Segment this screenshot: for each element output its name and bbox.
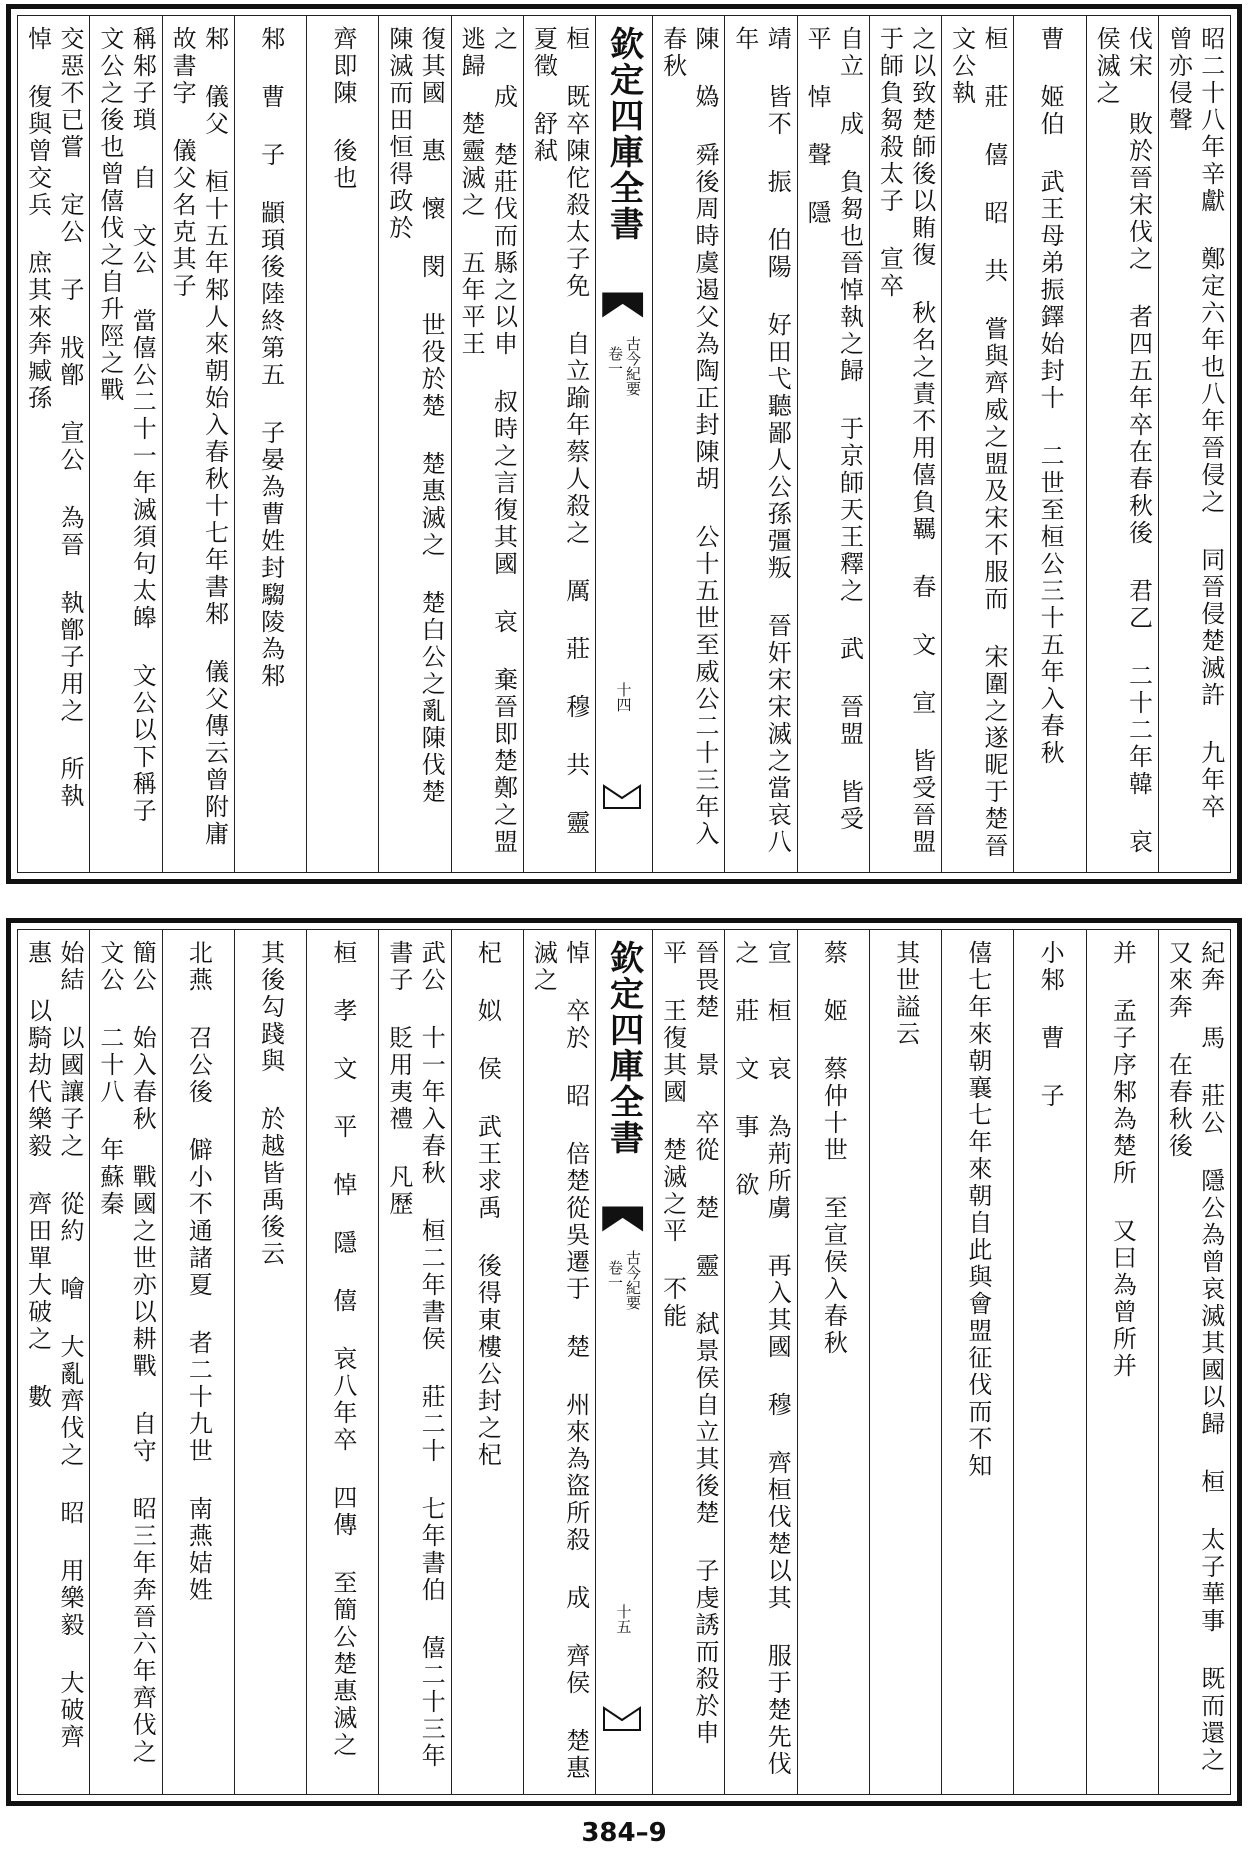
text-column [18,16,89,872]
column-text: 僖七年來朝襄七年來朝自此與會盟征伐而不知 [963,940,992,1480]
text-column [652,930,724,1794]
text-column [451,16,523,872]
upper-columns [18,16,1230,887]
column-text: 始結 以國讓子之 從約 噲 大亂齊伐之 昭 用樂毅 大破齊 惠 以騎劫代樂毅 齊田單大破之 數 [23,940,85,1782]
column-text: 武公 十一年入春秋 桓二年書侯 莊二十 七年書伯 僖二十三年書子 貶用夷禮 凡歷 [384,940,446,1770]
column-text: 其後勾踐與 於越皆禹後云 [256,940,285,1268]
text-column [162,930,234,1794]
book-name: 古今紀要 [624,1250,642,1310]
text-column [941,930,1013,1794]
upper-page [6,4,1242,887]
text-column [234,16,306,872]
book-name-and-volume [606,1250,642,1310]
lower-columns [18,930,1230,1813]
text-column [797,930,869,1794]
text-column [869,930,941,1794]
column-text: 曹 姬伯 武王母弟振鐸始封十 二世至桓公三十五年入春秋 [1036,26,1065,767]
volume-label: 卷一 [606,346,624,376]
column-text: 蔡 姬 蔡仲十世 至宣侯入春秋 [819,940,848,1357]
text-column [1086,930,1158,1794]
text-column [1013,16,1085,872]
center-fold [595,930,652,1794]
column-text: 昭二十八年辛獻 鄭定六年也八年晉侵之 同晉侵楚滅許 九年卒 曾亦侵聲 [1164,26,1225,852]
column-text: 桓 莊 僖 昭 共 嘗與齊威之盟及宋不服而 宋圍之遂昵于楚晉文公執 [947,26,1009,860]
text-column [162,16,234,872]
column-text: 復其國 惠 懷 閔 世役於楚 楚惠滅之 楚白公之亂陳伐楚 陳滅而田恒得政於 [384,26,446,837]
column-text: 交惡不已嘗 定公 子 戕鄫 宣公 為晉 執鄫子用之 所執 悼 復與曾交兵 庶其來奔臧孫 [23,26,85,841]
text-column [724,16,796,872]
column-text: 邾 儀父 桓十五年邾人來朝始入春秋十七年書邾 儀父傳云曾附庸故書字 儀父名克其子 [168,26,229,848]
text-column [234,930,306,1794]
text-column [306,930,378,1794]
text-column [523,16,595,872]
column-text: 北燕 召公後 僻小不通諸夏 者二十九世 南燕姞姓 [184,940,213,1604]
column-text: 靖 皆不 振 伯陽 好田弋聽鄙人公孫彊叛 晉奸宋宋滅之當哀八年 [730,26,792,856]
text-column [306,16,378,872]
column-text: 簡公 始入春秋 戰國之世亦以耕戰 自守 昭三年奔晉六年齊伐之 文公 二十八 年蘇秦 [95,940,157,1797]
text-column [1158,16,1230,872]
center-fold [595,16,652,872]
fishtail-mark-icon [600,288,645,322]
fishtail-mark-icon [600,1202,645,1236]
column-text: 桓 孝 文 平 悼 隱 僖 哀八年卒 四傳 至簡公楚惠滅之 [328,940,357,1759]
column-text: 紀奔 馬 莊公 隱公為曾哀滅其國以歸 桓 太子華事 既而還之又來奔 在春秋後 [1164,940,1225,1774]
column-text: 杞 姒 侯 武王求禹 後得東樓公封之杞 [473,940,502,1469]
text-column [724,930,796,1794]
text-column [869,16,941,887]
column-text: 悼 卒於 昭 倍楚從吳遷于 楚 州來為盜所殺 成 齊侯 楚惠 滅之 [529,940,590,1813]
text-column [797,16,869,872]
upper-page-frame [17,15,1231,887]
page-number: 384–9 [581,1818,667,1848]
column-text: 晉畏楚 景 卒從 楚 靈 弑景侯自立其後楚 子虔誘而殺於申 平 王復其國 楚滅之平 不能 [658,940,720,1778]
text-column [378,16,450,872]
text-column [1158,930,1230,1794]
column-text: 陳 媯 舜後周時虞遏父為陶正封陳胡 公十五世至威公二十三年入春秋 [658,26,720,848]
text-column [378,930,450,1794]
book-name-and-volume [606,336,642,396]
book-name: 古今紀要 [624,336,642,396]
text-column [941,16,1013,872]
book-series-title: 欽定四庫全書 [603,26,644,242]
book-series-title: 欽定四庫全書 [603,940,644,1156]
column-text: 自立 成 負芻也晉悼執之歸 于京師天王釋之 武 晉盟 皆受 平 悼 聲 隱 [803,26,864,864]
text-column [523,930,595,1813]
lower-fishtail-mark-icon [602,1704,642,1734]
folio-number: 十四 [614,682,633,712]
column-text: 之以致楚師後以賄復 秋名之責不用僖負羈 春 文 宣 皆受晉盟 于師負芻殺太子 宣卒 [875,26,936,887]
column-text: 小邾 曹 子 [1036,940,1065,1110]
column-text: 桓 既卒陳佗殺太子免 自立踰年蔡人殺之 厲 莊 穆 共 靈 夏徵 舒弒 [529,26,590,868]
text-column [89,930,161,1797]
column-text: 之 成 楚莊伐而縣之以申 叔時之言復其國 哀 棄晉即楚鄭之盟逃歸 楚靈滅之 五年平王 [457,26,518,856]
column-text: 宣 桓 哀 為荊所虜 再入其國 穆 齊桓伐楚以其 服于楚先伐之 莊 文 事 欲 [730,940,792,1778]
lower-page [6,918,1242,1813]
column-text: 邾 曹 子 顓頊後陸終第五 子晏為曹姓封騶陵為邾 [256,26,285,690]
text-column [451,930,523,1794]
volume-label: 卷一 [606,1260,624,1290]
column-text: 其世謚云 [891,940,920,1048]
text-column [89,16,161,872]
text-column [1013,930,1085,1794]
column-text: 伐宋 敗於晉宋伐之 者四五年卒在春秋後 君乙 二十二年韓 哀侯滅之 [1092,26,1153,856]
column-text: 并 孟子序邾為楚所 又曰為曾所并 [1108,940,1137,1380]
lower-fishtail-mark-icon [602,782,642,812]
column-text: 齊即陳 後也 [328,26,357,192]
folio-number: 十五 [614,1604,633,1634]
lower-page-frame [17,929,1231,1813]
column-text: 稱邾子瑣 自 文公 當僖公二十一年滅須句太皞 文公以下稱子 文公之後也曾僖伐之自升陘之戰 [95,26,157,856]
text-column [18,930,89,1794]
text-column [652,16,724,872]
text-column [1086,16,1158,872]
